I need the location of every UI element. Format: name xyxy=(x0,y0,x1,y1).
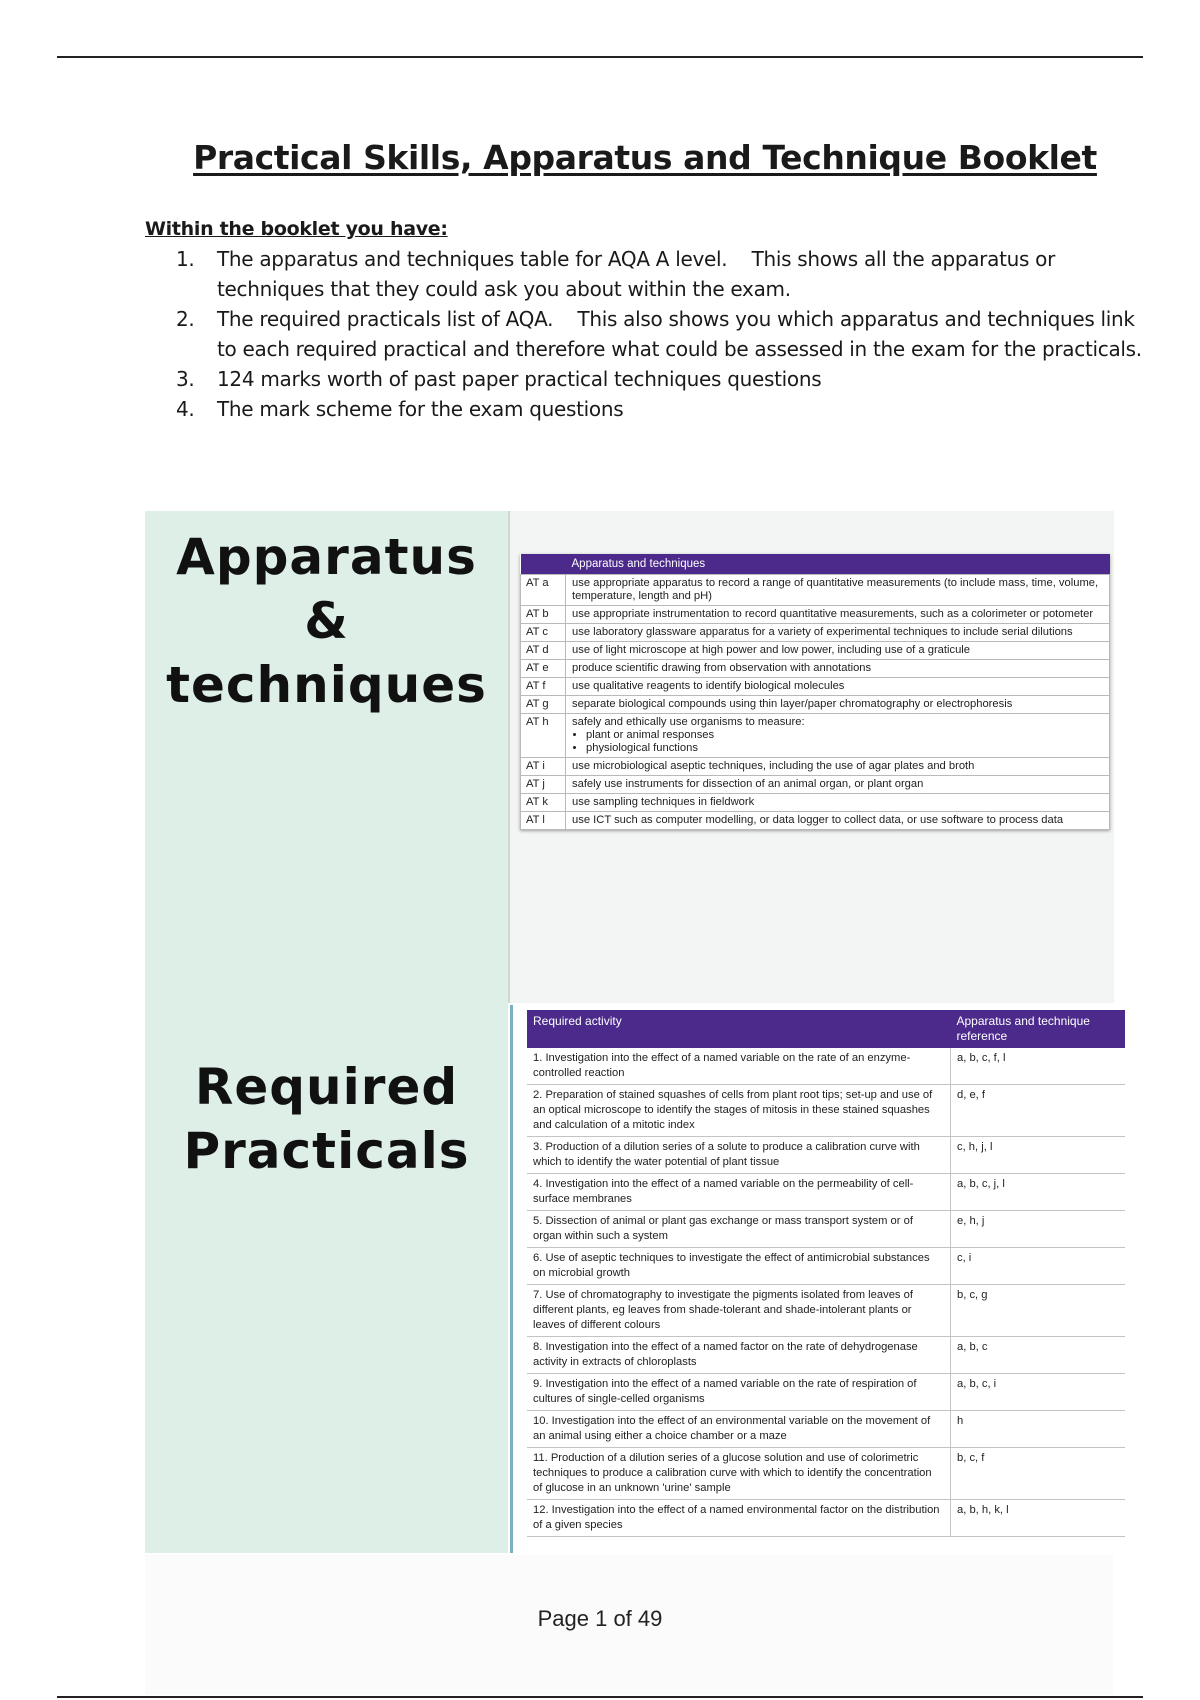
at-text-cell xyxy=(566,642,1110,660)
practicals-table-wrap xyxy=(527,1010,1125,1553)
reference-cell: d, e, f xyxy=(951,1085,1126,1137)
list-item xyxy=(176,364,1156,394)
table-row xyxy=(521,660,1110,678)
table-row xyxy=(521,624,1110,642)
header-cell: Apparatus and techniques xyxy=(566,554,1110,575)
list-number: 2. xyxy=(176,307,195,331)
heading-line: & xyxy=(304,592,349,650)
activity-cell: 9. Investigation into the effect of a named variable on the rate of respiration of cultures of single-celled organisms xyxy=(527,1374,951,1411)
at-text-cell xyxy=(566,758,1110,776)
table-row xyxy=(527,1285,1125,1337)
at-text-cell xyxy=(566,776,1110,794)
table-row xyxy=(521,696,1110,714)
table-header-row xyxy=(527,1010,1125,1048)
at-code-cell: AT e xyxy=(521,660,566,678)
at-text: use qualitative reagents to identify biological molecules xyxy=(572,680,845,692)
at-text: produce scientific drawing from observation with annotations xyxy=(572,662,872,674)
table-row xyxy=(527,1411,1125,1448)
panel-divider xyxy=(508,511,510,1003)
page-title: Practical Skills, Apparatus and Technique Booklet xyxy=(193,138,1097,177)
at-code-cell: AT g xyxy=(521,696,566,714)
list-item xyxy=(176,304,1156,364)
table-row xyxy=(527,1048,1125,1085)
activity-cell: 5. Dissection of animal or plant gas exchange or mass transport system or of organ within such a system xyxy=(527,1211,951,1248)
activity-cell: 2. Preparation of stained squashes of cells from plant root tips; set-up and use of an optical microscope to identify the stages of mitosis in these stained squashes and calculation of a mitotic index xyxy=(527,1085,951,1137)
reference-cell: c, h, j, l xyxy=(951,1137,1126,1174)
activity-cell: 3. Production of a dilution series of a solute to produce a calibration curve with which to identify the water potential of plant tissue xyxy=(527,1137,951,1174)
reference-cell: a, b, c, i xyxy=(951,1374,1126,1411)
reference-cell: c, i xyxy=(951,1248,1126,1285)
table-row xyxy=(521,812,1110,830)
activity-cell: 1. Investigation into the effect of a named variable on the rate of an enzyme-controlled reaction xyxy=(527,1048,951,1085)
at-text: use ICT such as computer modelling, or data logger to collect data, or use software to process data xyxy=(572,814,1064,826)
apparatus-heading xyxy=(145,525,508,717)
at-text: use appropriate apparatus to record a range of quantitative measurements (to include mass, time, volume, temperature, length and pH) xyxy=(572,577,1099,602)
list-number: 3. xyxy=(176,367,195,391)
list-item xyxy=(176,394,1156,424)
at-code-cell: AT d xyxy=(521,642,566,660)
at-text-cell xyxy=(566,606,1110,624)
list-number: 4. xyxy=(176,397,195,421)
at-text: safely use instruments for dissection of an animal organ, or plant organ xyxy=(572,778,924,790)
bullet-item: • plant or animal responses xyxy=(586,729,1103,742)
reference-cell: a, b, c, f, l xyxy=(951,1048,1126,1085)
at-code-cell: AT b xyxy=(521,606,566,624)
at-text-cell xyxy=(566,714,1110,758)
at-text-cell xyxy=(566,575,1110,606)
at-code-cell: AT l xyxy=(521,812,566,830)
reference-cell: b, c, g xyxy=(951,1285,1126,1337)
at-code-cell: AT k xyxy=(521,794,566,812)
list-text: The apparatus and techniques table for AQA A level. This shows all the apparatus or techniques that they could ask you about within the exam. xyxy=(217,247,1056,301)
reference-cell: a, b, h, k, l xyxy=(951,1500,1126,1537)
list-text: The mark scheme for the exam questions xyxy=(217,397,624,421)
bullet-item: • physiological functions xyxy=(586,742,1103,755)
activity-cell: 11. Production of a dilution series of a glucose solution and use of colorimetric techniques to produce a calibration curve with which to identify the concentration of glucose in an unknown 'urine' sample xyxy=(527,1448,951,1500)
table-row xyxy=(527,1211,1125,1248)
table-row xyxy=(527,1085,1125,1137)
reference-cell: a, b, c, j, l xyxy=(951,1174,1126,1211)
reference-cell: b, c, f xyxy=(951,1448,1126,1500)
list-text: 124 marks worth of past paper practical techniques questions xyxy=(217,367,822,391)
at-text: use sampling techniques in fieldwork xyxy=(572,796,755,808)
activity-cell: 7. Use of chromatography to investigate the pigments isolated from leaves of different plants, eg leaves from shade-tolerant and shade-intolerant plants or leaves of different colours xyxy=(527,1285,951,1337)
heading-line: techniques xyxy=(166,656,487,714)
table-header-row xyxy=(521,554,1110,575)
bullet-list xyxy=(572,729,1103,755)
activity-cell: 4. Investigation into the effect of a named variable on the permeability of cell-surface membranes xyxy=(527,1174,951,1211)
heading-line: Apparatus xyxy=(176,528,477,586)
panel-divider-blue xyxy=(510,1005,513,1553)
table-row xyxy=(527,1448,1125,1500)
activity-cell: 12. Investigation into the effect of a named environmental factor on the distribution of a given species xyxy=(527,1500,951,1537)
at-text-cell xyxy=(566,696,1110,714)
table-row xyxy=(527,1174,1125,1211)
list-text: The required practicals list of AQA. This also shows you which apparatus and techniques link to each required practical and therefore what could be assessed in the exam for the practicals. xyxy=(217,307,1142,361)
table-row xyxy=(521,575,1110,606)
at-text: use appropriate instrumentation to record quantitative measurements, such as a colorimeter or potometer xyxy=(572,608,1094,620)
activity-cell: 10. Investigation into the effect of an environmental variable on the movement of an animal using either a choice chamber or a maze xyxy=(527,1411,951,1448)
header-cell: Apparatus and technique reference xyxy=(951,1010,1126,1048)
table-row xyxy=(527,1137,1125,1174)
reference-cell: h xyxy=(951,1411,1126,1448)
table-row xyxy=(527,1374,1125,1411)
reference-cell: a, b, c xyxy=(951,1337,1126,1374)
activity-cell: 8. Investigation into the effect of a named factor on the rate of dehydrogenase activity in extracts of chloroplasts xyxy=(527,1337,951,1374)
intro-heading: Within the booklet you have: xyxy=(145,218,448,240)
reference-cell: e, h, j xyxy=(951,1211,1126,1248)
activity-cell: 6. Use of aseptic techniques to investigate the effect of antimicrobial substances on microbial growth xyxy=(527,1248,951,1285)
list-number: 1. xyxy=(176,247,195,271)
header-rule xyxy=(57,56,1143,58)
at-code-cell: AT i xyxy=(521,758,566,776)
footer-rule xyxy=(57,1696,1143,1698)
page-number: Page 1 of 49 xyxy=(537,1606,663,1631)
at-text-cell xyxy=(566,794,1110,812)
at-text-cell xyxy=(566,678,1110,696)
table-row xyxy=(521,776,1110,794)
at-text-cell xyxy=(566,812,1110,830)
at-text: use microbiological aseptic techniques, including the use of agar plates and broth xyxy=(572,760,975,772)
table-row xyxy=(521,758,1110,776)
header-cell: Required activity xyxy=(527,1010,951,1048)
at-text-cell xyxy=(566,624,1110,642)
at-code-cell: AT a xyxy=(521,575,566,606)
table-row xyxy=(527,1337,1125,1374)
header-cell-code xyxy=(521,554,566,575)
at-code-cell: AT h xyxy=(521,714,566,758)
table-row xyxy=(527,1500,1125,1537)
at-code-cell: AT j xyxy=(521,776,566,794)
at-code-cell: AT c xyxy=(521,624,566,642)
at-text-cell xyxy=(566,660,1110,678)
table-row xyxy=(521,714,1110,758)
at-text: safely and ethically use organisms to measure: xyxy=(572,716,805,728)
table-row xyxy=(521,642,1110,660)
at-text: separate biological compounds using thin layer/paper chromatography or electrophoresis xyxy=(572,698,1013,710)
table-row xyxy=(521,678,1110,696)
table-row xyxy=(521,606,1110,624)
table-row xyxy=(521,794,1110,812)
at-text: use of light microscope at high power and low power, including use of a graticule xyxy=(572,644,971,656)
apparatus-table xyxy=(520,554,1110,830)
intro-list xyxy=(176,244,1156,424)
at-text: use laboratory glassware apparatus for a variety of experimental techniques to include serial dilutions xyxy=(572,626,1073,638)
practicals-heading xyxy=(145,1055,508,1183)
list-item xyxy=(176,244,1156,304)
heading-line: Practicals xyxy=(183,1122,470,1180)
table-row xyxy=(527,1248,1125,1285)
heading-line: Required xyxy=(194,1058,459,1116)
at-code-cell: AT f xyxy=(521,678,566,696)
practicals-table xyxy=(527,1010,1125,1537)
